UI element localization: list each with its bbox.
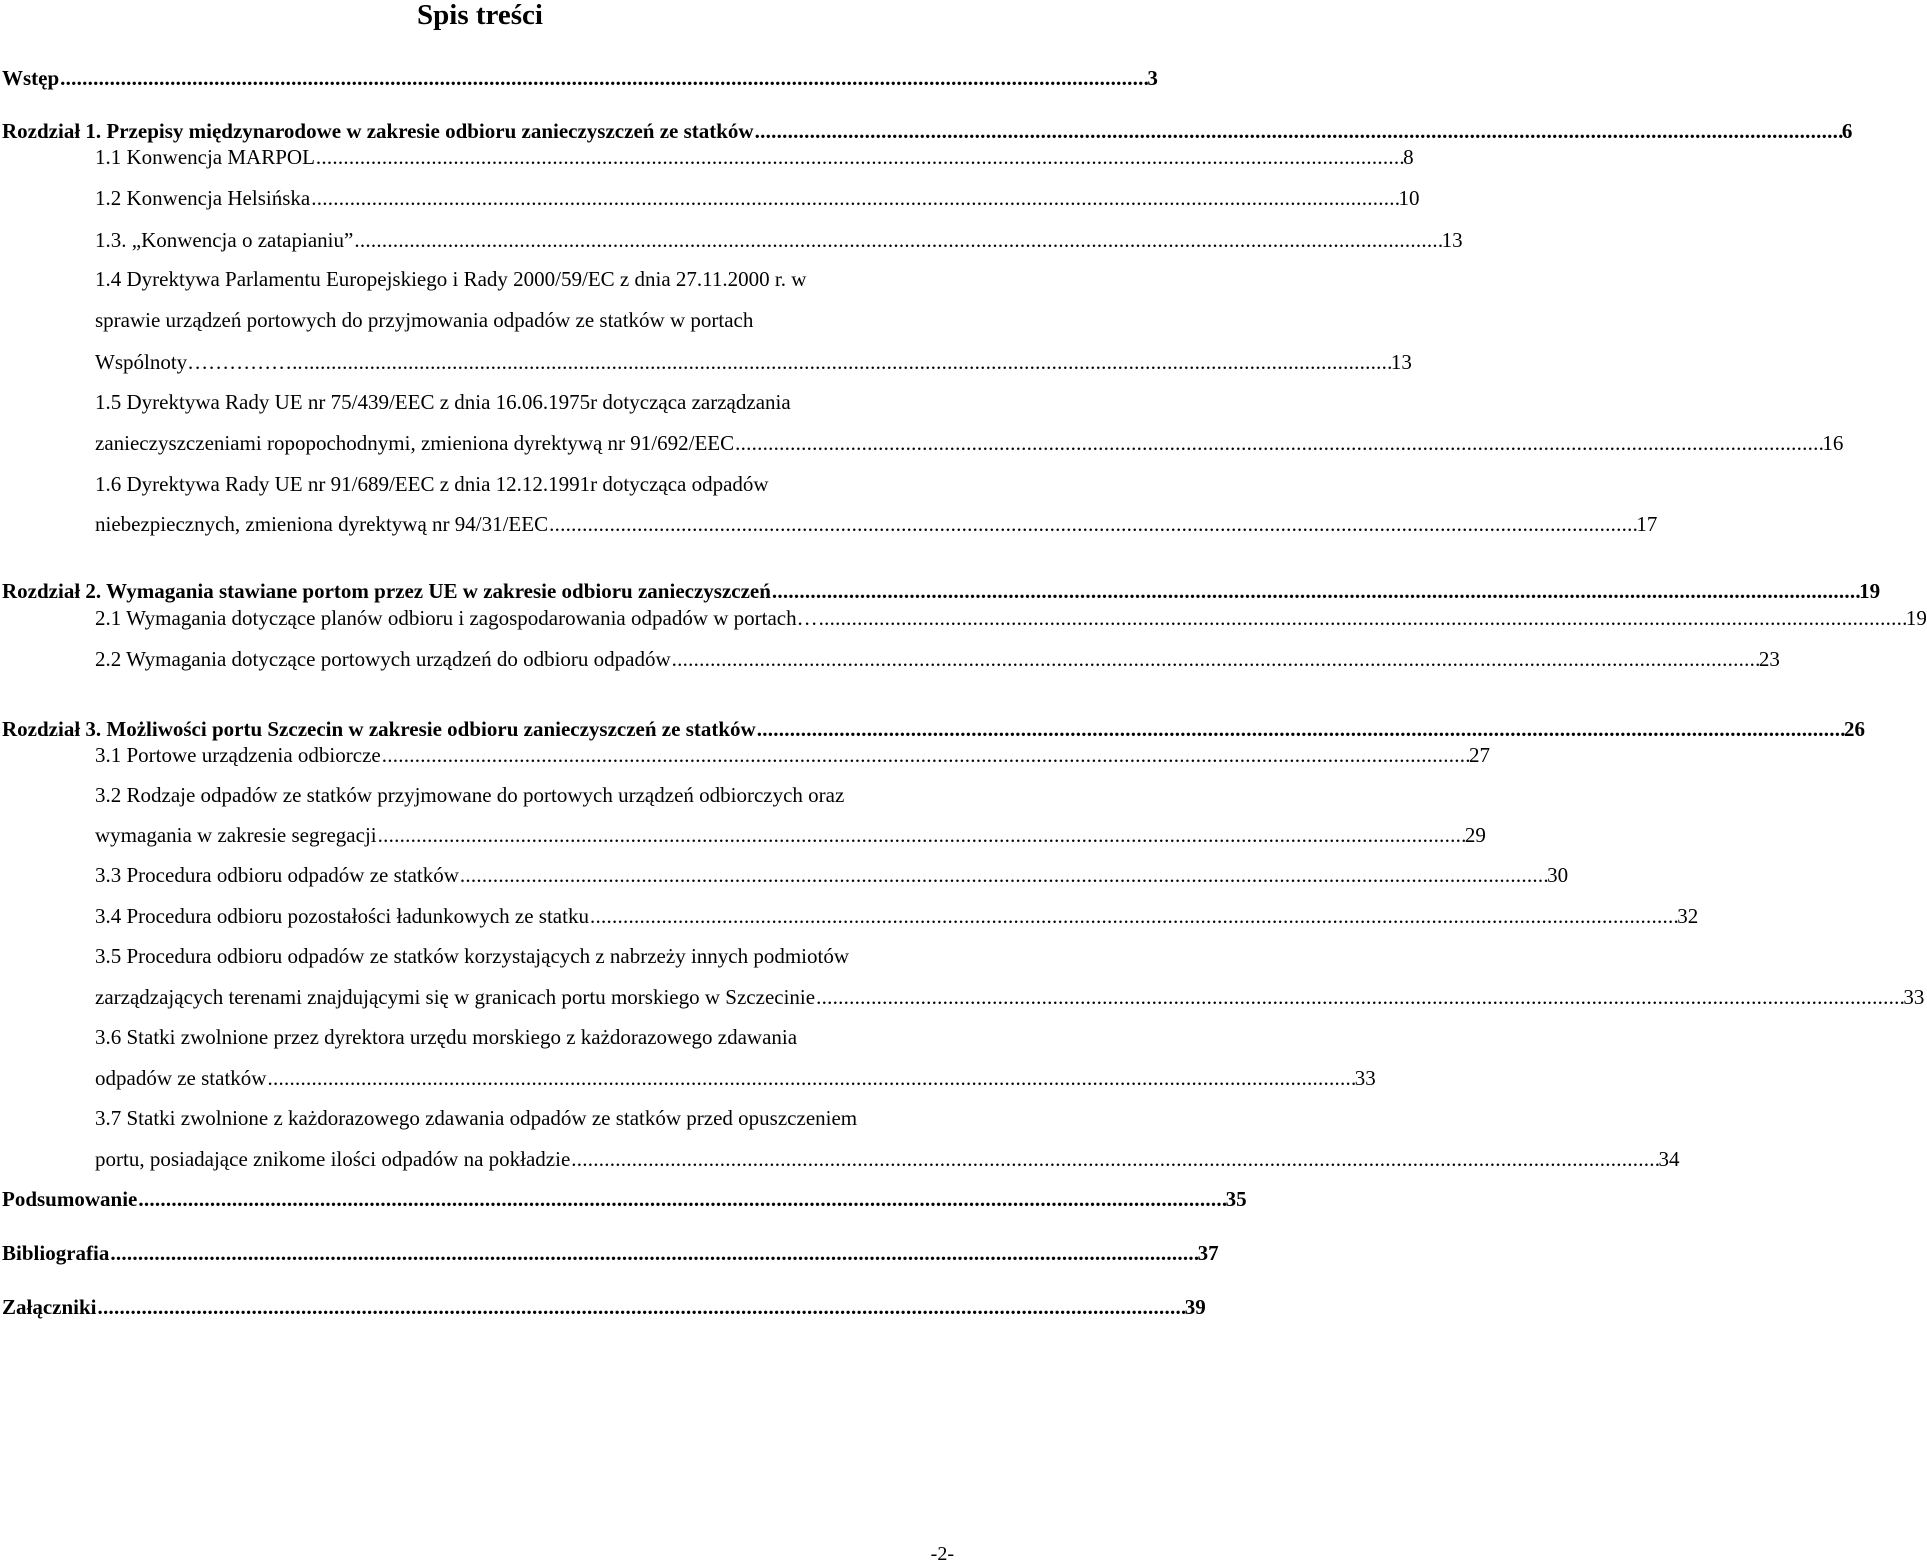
toc-entry-1-4-line2: sprawie urządzeń portowych do przyjmowania odpadów ze statków w portach xyxy=(95,308,754,332)
toc-entry-label: Rozdział 3. Możliwości portu Szczecin w zakresie odbioru zanieczyszczeń ze statków xyxy=(2,717,756,741)
toc-entry-label: portu, posiadające znikome ilości odpadów na pokładzie xyxy=(95,1147,571,1171)
toc-entry-3-5-line1: 3.5 Procedura odbioru odpadów ze statków korzystających z nabrzeży innych podmiotów xyxy=(95,944,850,968)
toc-leader-dots xyxy=(378,822,1464,848)
toc-page-number: 33 xyxy=(1354,1066,1376,1090)
toc-leader-dots xyxy=(311,185,1397,211)
toc-entry-label: 1.3. „Konwencja o zatapianiu” xyxy=(95,228,354,252)
toc-entry-label: 2.1 Wymagania dotyczące planów odbioru i zagospodarowania odpadów w portach… xyxy=(95,606,818,630)
toc-leader-dots xyxy=(316,144,1402,170)
toc-leader-dots xyxy=(354,227,1440,253)
page-title: Spis treści xyxy=(417,0,543,31)
toc-entry-label: 3.4 Procedura odbioru pozostałości ładunkowych ze statku xyxy=(95,904,589,928)
toc-leader-dots xyxy=(98,1294,1184,1320)
toc-leader-dots xyxy=(267,1065,1353,1091)
toc-entry-label: Bibliografia xyxy=(2,1241,110,1265)
toc-page-number: 19 xyxy=(1905,606,1927,630)
toc-entry-label: Wstęp xyxy=(2,66,60,90)
toc-entry-3-7-line1: 3.7 Statki zwolnione z każdorazowego zdawania odpadów ze statków przed opuszczeniem xyxy=(95,1106,858,1130)
toc-entry-label: Podsumowanie xyxy=(2,1187,138,1211)
toc-page-number: 3 xyxy=(1147,66,1158,90)
toc-page-number: 29 xyxy=(1464,823,1486,847)
toc-entry-label: 1.1 Konwencja MARPOL xyxy=(95,145,315,169)
toc-entry-label: Wspólnoty…………….. xyxy=(95,350,303,374)
toc-page-number: 19 xyxy=(1859,579,1881,603)
toc-entry-label: odpadów ze statków xyxy=(95,1066,267,1090)
toc-leader-dots xyxy=(60,65,1146,91)
toc-entry-chapter-1[interactable] xyxy=(2,118,1853,144)
page-number-footer: -2- xyxy=(930,1543,954,1565)
toc-leader-dots xyxy=(110,1240,1196,1266)
toc-page-number: 23 xyxy=(1758,647,1780,671)
toc-entry-label: wymagania w zakresie segregacji xyxy=(95,823,377,847)
toc-leader-dots xyxy=(757,716,1843,742)
toc-page-number: 37 xyxy=(1197,1241,1219,1265)
toc-page-number: 27 xyxy=(1468,743,1490,767)
toc-page-number: 10 xyxy=(1398,186,1420,210)
toc-entry-2-2[interactable] xyxy=(95,646,1780,672)
toc-entry-chapter-2[interactable] xyxy=(2,578,1881,604)
toc-page-number: 6 xyxy=(1841,119,1853,143)
toc-entry-1-6-line1: 1.6 Dyrektywa Rady UE nr 91/689/EEC z dnia 12.12.1991r dotycząca odpadów xyxy=(95,472,769,496)
toc-entry-1-1[interactable] xyxy=(95,144,1414,170)
toc-entry-1-5[interactable] xyxy=(95,430,1844,456)
toc-entry-3-5[interactable] xyxy=(95,984,1925,1010)
toc-entry-label: Rozdział 2. Wymagania stawiane portom przez UE w zakresie odbioru zanieczyszczeń xyxy=(2,579,771,603)
toc-page-number: 13 xyxy=(1390,350,1412,374)
toc-page-number: 34 xyxy=(1658,1147,1680,1171)
toc-entry-label: 3.3 Procedura odbioru odpadów ze statków xyxy=(95,863,459,887)
toc-entry-3-3[interactable] xyxy=(95,862,1569,888)
toc-entry-summary[interactable] xyxy=(2,1186,1247,1212)
toc-leader-dots xyxy=(549,511,1635,537)
toc-entry-label: 1.2 Konwencja Helsińska xyxy=(95,186,311,210)
toc-entry-label: zarządzających terenami znajdującymi się w granicach portu morskiego w Szczecinie xyxy=(95,985,816,1009)
toc-entry-label: 2.2 Wymagania dotyczące portowych urządzeń do odbioru odpadów xyxy=(95,647,671,671)
toc-entry-label: zanieczyszczeniami ropopochodnymi, zmieniona dyrektywą nr 91/692/EEC xyxy=(95,431,735,455)
toc-leader-dots xyxy=(382,742,1468,768)
toc-page-number: 13 xyxy=(1441,228,1463,252)
toc-entry-3-2[interactable] xyxy=(95,822,1486,848)
toc-entry-appendices[interactable] xyxy=(2,1294,1206,1320)
toc-page-number: 16 xyxy=(1822,431,1844,455)
toc-entry-1-6[interactable] xyxy=(95,511,1658,537)
toc-page-number: 26 xyxy=(1843,717,1865,741)
toc-entry-introduction[interactable] xyxy=(2,65,1158,91)
toc-page-number: 30 xyxy=(1547,863,1569,887)
toc-page-number: 17 xyxy=(1636,512,1658,536)
toc-entry-chapter-3[interactable] xyxy=(2,716,1865,742)
toc-entry-1-5-line1: 1.5 Dyrektywa Rady UE nr 75/439/EEC z dnia 16.06.1975r dotycząca zarządzania xyxy=(95,390,791,414)
toc-page-number: 32 xyxy=(1677,904,1699,928)
toc-leader-dots xyxy=(755,118,1841,144)
toc-leader-dots xyxy=(304,349,1390,375)
toc-leader-dots xyxy=(819,605,1905,631)
toc-leader-dots xyxy=(571,1146,1657,1172)
toc-entry-3-1[interactable] xyxy=(95,742,1490,768)
toc-leader-dots xyxy=(816,984,1902,1010)
toc-leader-dots xyxy=(672,646,1758,672)
toc-page-number: 39 xyxy=(1184,1295,1206,1319)
toc-leader-dots xyxy=(772,578,1858,604)
toc-leader-dots xyxy=(460,862,1546,888)
toc-entry-label: 3.1 Portowe urządzenia odbiorcze xyxy=(95,743,381,767)
toc-leader-dots xyxy=(590,903,1676,929)
toc-entry-3-6-line1: 3.6 Statki zwolnione przez dyrektora urzędu morskiego z każdorazowego zdawania xyxy=(95,1025,798,1049)
toc-entry-1-2[interactable] xyxy=(95,185,1420,211)
toc-entry-label: niebezpiecznych, zmieniona dyrektywą nr 94/31/EEC xyxy=(95,512,549,536)
toc-entry-label: Załączniki xyxy=(2,1295,97,1319)
toc-entry-label: Rozdział 1. Przepisy międzynarodowe w zakresie odbioru zanieczyszczeń ze statków xyxy=(2,119,754,143)
toc-entry-3-4[interactable] xyxy=(95,903,1699,929)
toc-entry-1-4-line1: 1.4 Dyrektywa Parlamentu Europejskiego i Rady 2000/59/EC z dnia 27.11.2000 r. w xyxy=(95,267,807,291)
toc-entry-3-6[interactable] xyxy=(95,1065,1376,1091)
toc-entry-3-2-line1: 3.2 Rodzaje odpadów ze statków przyjmowane do portowych urządzeń odbiorczych oraz xyxy=(95,783,845,807)
toc-page-number: 33 xyxy=(1903,985,1925,1009)
toc-leader-dots xyxy=(138,1186,1224,1212)
toc-entry-bibliography[interactable] xyxy=(2,1240,1219,1266)
toc-page-number: 35 xyxy=(1225,1187,1247,1211)
toc-leader-dots xyxy=(735,430,1821,456)
toc-entry-1-4[interactable] xyxy=(95,349,1412,375)
toc-entry-3-7[interactable] xyxy=(95,1146,1680,1172)
toc-page-number: 8 xyxy=(1403,145,1414,169)
toc-entry-2-1[interactable] xyxy=(95,605,1927,631)
toc-entry-1-3[interactable] xyxy=(95,227,1463,253)
